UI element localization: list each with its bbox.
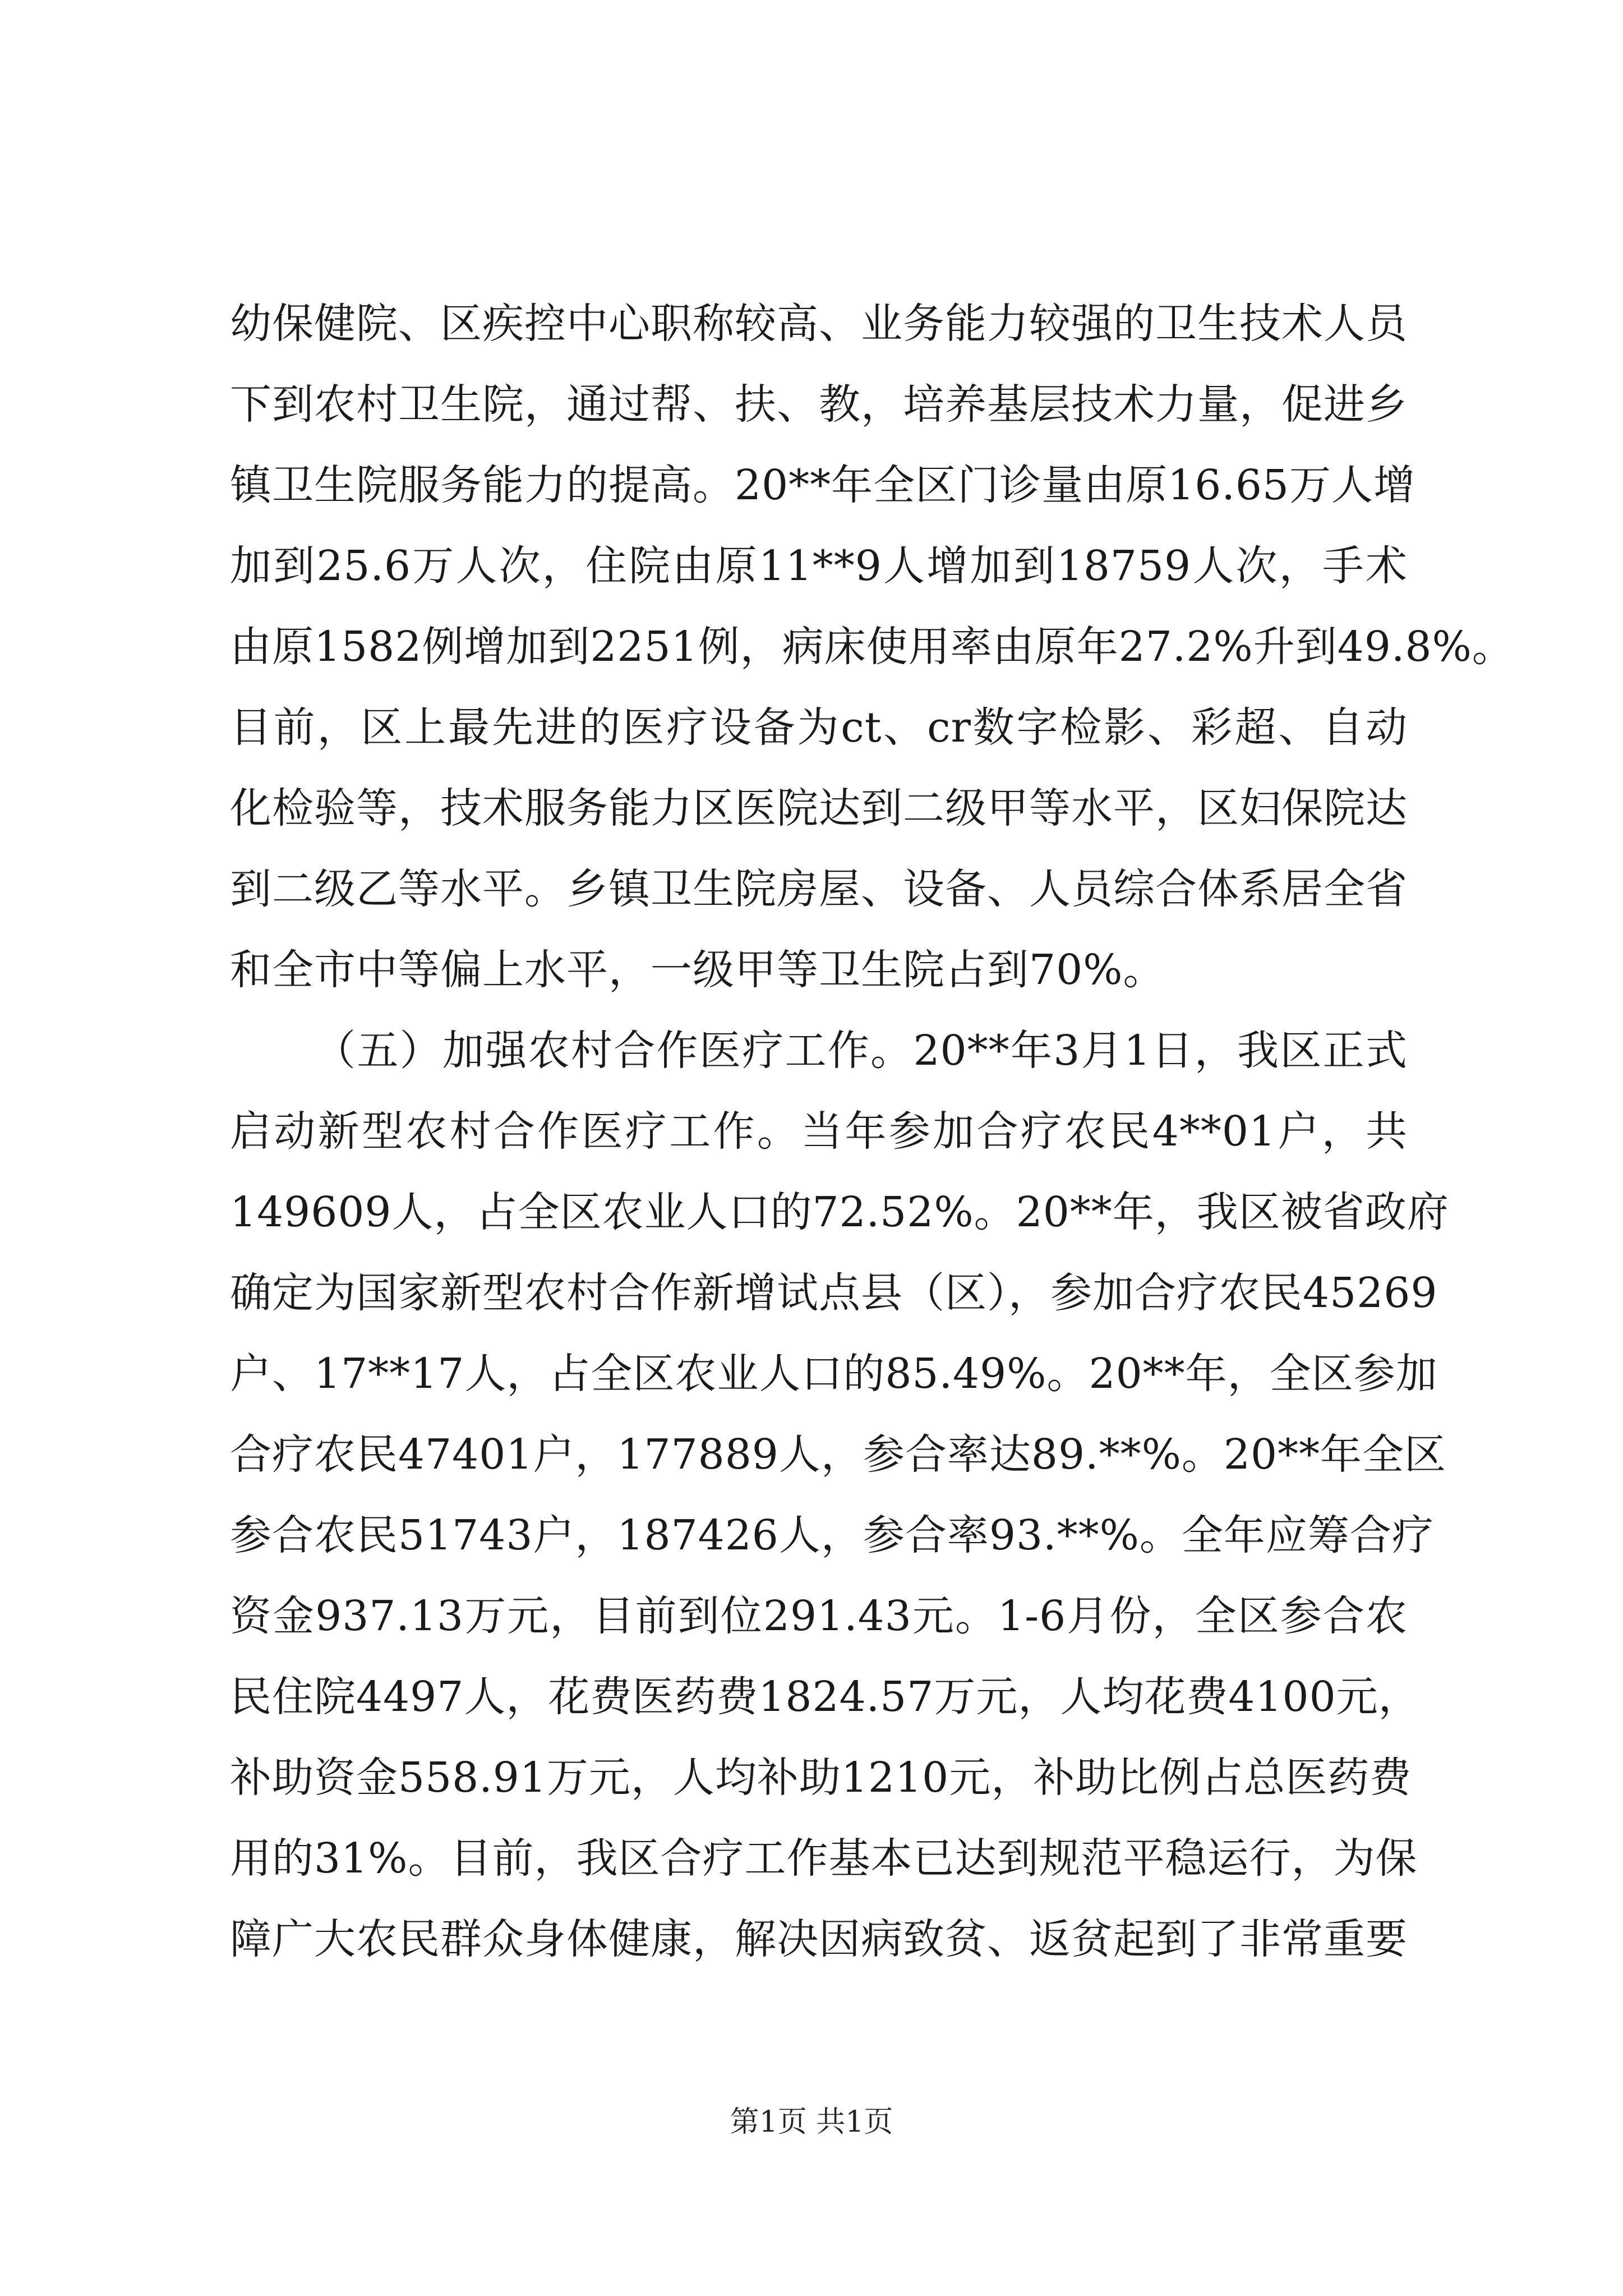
text-line: 加到25.6万人次，住院由原11**9人增加到18759人次，手术 [230,542,1408,590]
text-line: 下到农村卫生院，通过帮、扶、教，培养基层技术力量，促进乡 [230,380,1408,429]
text-line: 幼保健院、区疾控中心职称较高、业务能力较强的卫生技术人员 [230,300,1408,348]
text-line: 户、17**17人，占全区农业人口的85.49%。20**年，全区参加 [230,1350,1438,1398]
page-footer: 第1页 共1页 [730,2105,893,2139]
text-line: 确定为国家新型农村合作新增试点县（区），参加合疗农民45269 [230,1269,1438,1317]
text-line: 合疗农民47401户，177889人，参合率达89.**%。20**年全区 [230,1430,1447,1479]
text-line: 障广大农民群众身体健康，解决因病致贫、返贫起到了非常重要 [230,1915,1408,1963]
text-line: 149609人，占全区农业人口的72.52%。20**年，我区被省政府 [230,1188,1449,1236]
paragraph-end-line: 和全市中等偏上水平，一级甲等卫生院占到70%。 [230,946,1165,994]
text-line: 化检验等，技术服务能力区医院达到二级甲等水平，区妇保院达 [230,784,1408,832]
text-line: 到二级乙等水平。乡镇卫生院房屋、设备、人员综合体系居全省 [230,865,1408,913]
text-line: 镇卫生院服务能力的提高。20**年全区门诊量由原16.65万人增 [230,461,1416,509]
text-line: 目前，区上最先进的医疗设备为ct、cr数字检影、彩超、自动 [230,703,1408,752]
text-line: 资金937.13万元，目前到位291.43元。1-6月份，全区参合农 [230,1592,1408,1640]
section-heading-line: （五）加强农村合作医疗工作。20**年3月1日，我区正式 [314,1027,1408,1075]
body-text [230,283,1514,1980]
text-line: 启动新型农村合作医疗工作。当年参加合疗农民4**01户，共 [230,1107,1408,1156]
text-line: 补助资金558.91万元，人均补助1210元，补助比例占总医药费 [230,1754,1412,1802]
text-line: 由原1582例增加到2251例，病床使用率由原年27.2%升到49.8%。 [230,623,1514,671]
text-line: 参合农民51743户，187426人，参合率93.**%。全年应筹合疗 [230,1511,1434,1559]
text-line: 民住院4497人，花费医药费1824.57万元，人均花费4100元， [230,1673,1421,1721]
text-line: 用的31%。目前，我区合疗工作基本已达到规范平稳运行，为保 [230,1834,1418,1883]
